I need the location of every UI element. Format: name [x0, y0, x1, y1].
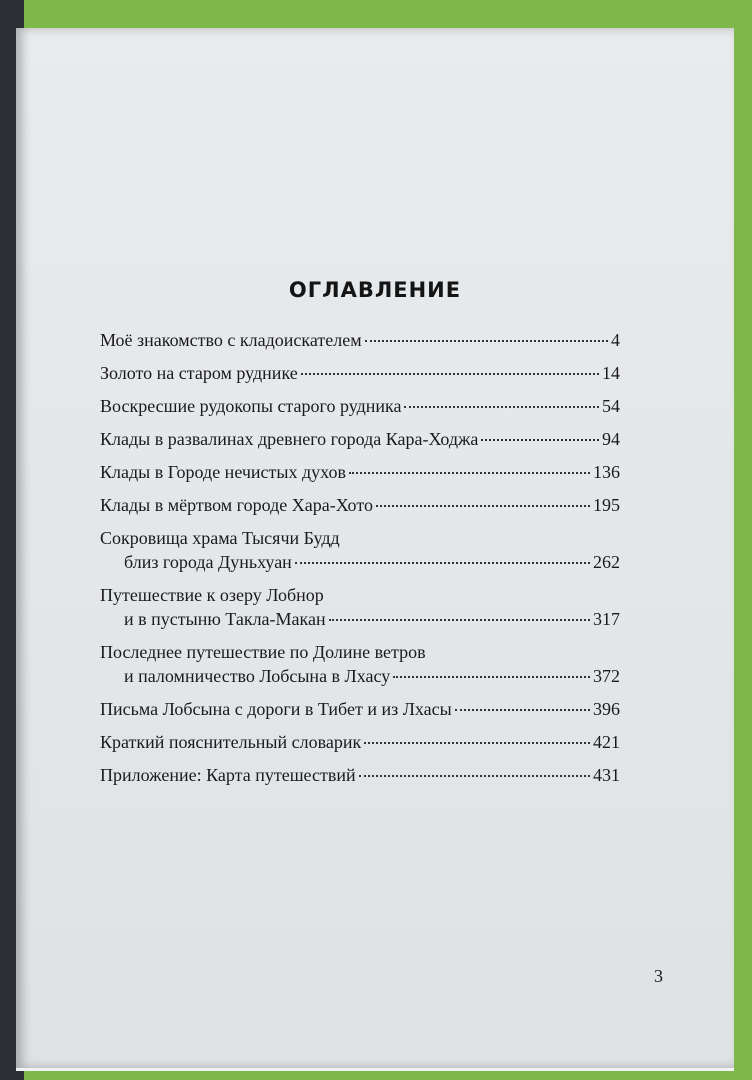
toc-entry	[100, 361, 620, 385]
table-of-contents	[100, 328, 620, 796]
toc-entry-title: Краткий пояснительный словарик	[100, 732, 362, 752]
dot-leader	[455, 709, 590, 711]
toc-entry-page: 372	[593, 666, 620, 686]
toc-entry	[100, 730, 620, 754]
toc-entry-title: Воскресшие рудокопы старого рудника	[100, 396, 402, 416]
toc-entry-page: 262	[593, 552, 620, 572]
toc-entry-page: 431	[593, 765, 620, 785]
toc-entry	[100, 460, 620, 484]
toc-entry-page: 94	[602, 429, 620, 449]
toc-entry-page: 396	[593, 699, 620, 719]
toc-entry-page: 195	[593, 495, 620, 515]
toc-entry-page: 136	[593, 462, 620, 482]
toc-entry	[100, 427, 620, 451]
toc-entry-title: Приложение: Карта путешествий	[100, 765, 356, 785]
toc-entry-title: Письма Лобсына с дороги в Тибет и из Лхасы	[100, 699, 452, 719]
toc-entry-title: Клады в мёртвом городе Хара-Хото	[100, 495, 373, 515]
toc-entry	[100, 583, 620, 631]
toc-entry-page: 14	[602, 363, 620, 383]
toc-entry-title: Клады в развалинах древнего города Кара-Ходжа	[100, 429, 479, 449]
toc-entry-page: 317	[593, 609, 620, 629]
toc-entry	[100, 526, 620, 574]
dot-leader	[359, 775, 590, 777]
toc-entry-page: 421	[593, 732, 620, 752]
toc-entry-title: близ города Дуньхуан	[124, 552, 292, 572]
toc-entry-title: и паломничество Лобсына в Лхасу	[124, 666, 391, 686]
toc-entry-title: Золото на старом руднике	[100, 363, 298, 383]
dot-leader	[365, 340, 608, 342]
toc-entry-title: Клады в Городе нечистых духов	[100, 462, 346, 482]
dot-leader	[364, 742, 590, 744]
toc-entry	[100, 640, 620, 688]
dot-leader	[295, 562, 590, 564]
toc-entry-title: Последнее путешествие по Долине ветров	[100, 642, 426, 662]
toc-entry	[100, 493, 620, 517]
dot-leader	[393, 676, 590, 678]
toc-entry-title: Сокровища храма Тысячи Будд	[100, 528, 340, 548]
dot-leader	[376, 505, 590, 507]
toc-entry-page: 4	[611, 330, 620, 350]
page-title: ОГЛАВЛЕНИЕ	[288, 278, 462, 302]
dot-leader	[329, 619, 590, 621]
toc-entry	[100, 328, 620, 352]
dot-leader	[301, 373, 599, 375]
toc-entry	[100, 697, 620, 721]
dot-leader	[481, 439, 599, 441]
dot-leader	[349, 472, 590, 474]
toc-entry-page: 54	[602, 396, 620, 416]
toc-entry-title: Моё знакомство с кладоискателем	[100, 330, 362, 350]
book-page	[16, 28, 734, 1071]
page-number: 3	[654, 966, 663, 986]
dot-leader	[404, 406, 599, 408]
toc-entry-title: и в пустыню Такла-Макан	[124, 609, 326, 629]
toc-entry-title: Путешествие к озеру Лобнор	[100, 585, 324, 605]
toc-entry	[100, 394, 620, 418]
toc-entry	[100, 763, 620, 787]
